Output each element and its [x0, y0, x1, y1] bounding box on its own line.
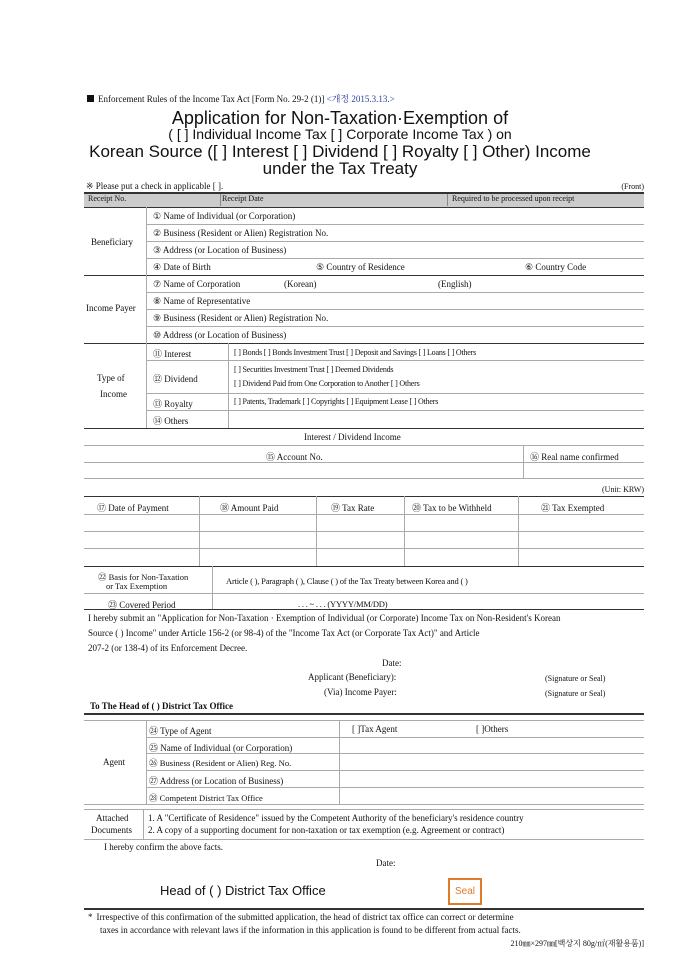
field-country-code[interactable]: ⑥ Country Code	[525, 262, 587, 272]
basis-treaty-article[interactable]: Article ( ), Paragraph ( ), Clause ( ) of the Tax Treaty between Korea and ( )	[226, 576, 468, 586]
head-of-district-office: Head of ( ) District Tax Office	[160, 883, 326, 898]
unit-label: (Unit: KRW)	[602, 485, 644, 494]
declaration-line1: I hereby submit an "Application for Non-Taxation · Exemption of Individual (or Corporate) Income Tax on Non-Resident's Korean	[88, 613, 561, 623]
col-date-of-payment: ⑰ Date of Payment	[97, 503, 169, 513]
square-bullet-icon	[87, 95, 94, 102]
processing-period: Required to be processed upon receipt	[452, 194, 575, 203]
income-payer-label: Income Payer	[86, 303, 136, 313]
field-payer-address[interactable]: ⑩ Address (or Location of Business)	[153, 330, 287, 340]
revision-date: <개정 2015.3.13.>	[326, 94, 395, 104]
col-tax-exempted: ㉑ Tax Exempted	[541, 503, 605, 513]
covered-period-value[interactable]: . . . ~ . . . (YYYY/MM/DD)	[298, 599, 388, 609]
footer-note-line2: taxes in accordance with relevant laws if the information in this application is found to be different from actual facts.	[100, 925, 521, 935]
agent-label: Agent	[103, 757, 125, 767]
attached-label: Attached	[96, 813, 129, 823]
declaration-date[interactable]: Date:	[382, 658, 402, 668]
interest-dividend-title: Interest / Dividend Income	[304, 432, 401, 442]
via-payer-label[interactable]: (Via) Income Payer:	[324, 687, 397, 697]
beneficiary-label: Beneficiary	[91, 237, 133, 247]
receipt-no: Receipt No.	[88, 194, 127, 203]
declaration-line2: Source ( ) Income" under Article 156-2 (or 98-4) of the "Income Tax Act (or Corporate Tax Act)" and Article	[88, 628, 480, 638]
field-competent-office[interactable]: ㉘ Competent District Tax Office	[149, 793, 263, 803]
check-note: ※ Please put a check in applicable [ ].	[86, 181, 224, 191]
field-agent-address[interactable]: ㉗ Address (or Location of Business)	[149, 776, 284, 786]
field-dividend: ⑫ Dividend	[153, 374, 198, 384]
field-royalty: ⑬ Royalty	[153, 399, 193, 409]
basis-label: ㉒ Basis for Non-Taxation	[98, 572, 189, 582]
confirmation-text: I hereby confirm the above facts.	[104, 842, 223, 852]
dividend-options-2[interactable]: [ ] Dividend Paid from One Corporation to Another [ ] Others	[234, 379, 420, 388]
field-interest: ⑪ Interest	[153, 349, 192, 359]
royalty-options[interactable]: [ ] Patents, Trademark [ ] Copyrights [ ] Equipment Lease [ ] Others	[234, 397, 439, 406]
attached-doc1: 1. A "Certificate of Residence" issued by the Competent Authority of the beneficiary's residence country	[148, 813, 524, 823]
label-korean: (Korean)	[284, 279, 317, 289]
front-label: (Front)	[621, 182, 644, 191]
field-name-corporation[interactable]: ⑦ Name of Corporation	[153, 279, 241, 289]
applicant-label[interactable]: Applicant (Beneficiary):	[308, 672, 397, 682]
interest-options[interactable]: [ ] Bonds [ ] Bonds Investment Trust [ ] Deposit and Savings [ ] Loans [ ] Others	[234, 348, 476, 357]
field-name-individual[interactable]: ① Name of Individual (or Corporation)	[153, 211, 296, 221]
field-type-of-agent: ㉔ Type of Agent	[149, 726, 212, 736]
basis-label2: or Tax Exemption	[106, 581, 168, 591]
footer-note-line1: * Irrespective of this confirmation of the submitted application, the head of district tax office can correct or determine	[88, 912, 514, 922]
form-title-line2: ( [ ] Individual Income Tax [ ] Corporate Income Tax ) on	[168, 126, 512, 142]
addressee: To The Head of ( ) District Tax Office	[90, 701, 233, 711]
field-real-name-confirmed[interactable]: ⑯ Real name confirmed	[530, 452, 619, 462]
option-others[interactable]: [ ]Others	[476, 724, 509, 734]
field-others[interactable]: ⑭ Others	[153, 416, 189, 426]
attached-label2: Documents	[91, 825, 132, 835]
dividend-options-1[interactable]: [ ] Securities Investment Trust [ ] Deemed Dividends	[234, 365, 394, 374]
col-tax-rate: ⑲ Tax Rate	[331, 503, 375, 513]
field-address[interactable]: ③ Address (or Location of Business)	[153, 245, 287, 255]
covered-period-label: ㉓ Covered Period	[108, 600, 176, 610]
seal-box[interactable]: Seal	[448, 878, 482, 905]
asterisk-icon: *	[88, 912, 93, 922]
receipt-date: Receipt Date	[222, 194, 264, 203]
field-date-of-birth[interactable]: ④ Date of Birth	[153, 262, 211, 272]
field-account-no[interactable]: ⑮ Account No.	[266, 452, 323, 462]
col-amount-paid: ⑱ Amount Paid	[220, 503, 279, 513]
col-tax-withheld: ⑳ Tax to be Withheld	[412, 503, 492, 513]
income-type-label2: Income	[100, 389, 127, 399]
field-business-reg-no[interactable]: ② Business (Resident or Alien) Registration No.	[153, 228, 329, 238]
label-english: (English)	[438, 279, 472, 289]
field-representative[interactable]: ⑧ Name of Representative	[153, 296, 251, 306]
form-title-line1: Application for Non-Taxation·Exemption of	[171, 108, 509, 128]
field-country-of-residence[interactable]: ⑤ Country of Residence	[316, 262, 405, 272]
form-title-line3: Korean Source ([ ] Interest [ ] Dividend [ ] Royalty [ ] Other) Income	[89, 142, 591, 161]
field-agent-name[interactable]: ㉕ Name of Individual (or Corporation)	[149, 743, 293, 753]
confirmation-date[interactable]: Date:	[376, 858, 396, 868]
declaration-line3: 207-2 (or 138-4) of its Enforcement Decree.	[88, 643, 248, 653]
form-reference: Enforcement Rules of the Income Tax Act [Form No. 29-2 (1)] <개정 2015.3.13.>	[87, 92, 395, 105]
attached-doc2: 2. A copy of a supporting document for non-taxation or tax exemption (e.g. Agreement or contract)	[148, 825, 505, 835]
field-agent-reg-no[interactable]: ㉖ Business (Resident or Alien) Reg. No.	[149, 758, 292, 768]
income-type-label: Type of	[97, 373, 125, 383]
applicant-signature: (Signature or Seal)	[545, 674, 606, 683]
paper-spec: 210㎜×297㎜[백상지 80g/㎡(재활용품)]	[510, 939, 644, 948]
form-title-line4: under the Tax Treaty	[262, 159, 418, 178]
option-tax-agent[interactable]: [ ]Tax Agent	[352, 724, 398, 734]
payer-signature: (Signature or Seal)	[545, 689, 606, 698]
field-payer-reg-no[interactable]: ⑨ Business (Resident or Alien) Registration No.	[153, 313, 329, 323]
